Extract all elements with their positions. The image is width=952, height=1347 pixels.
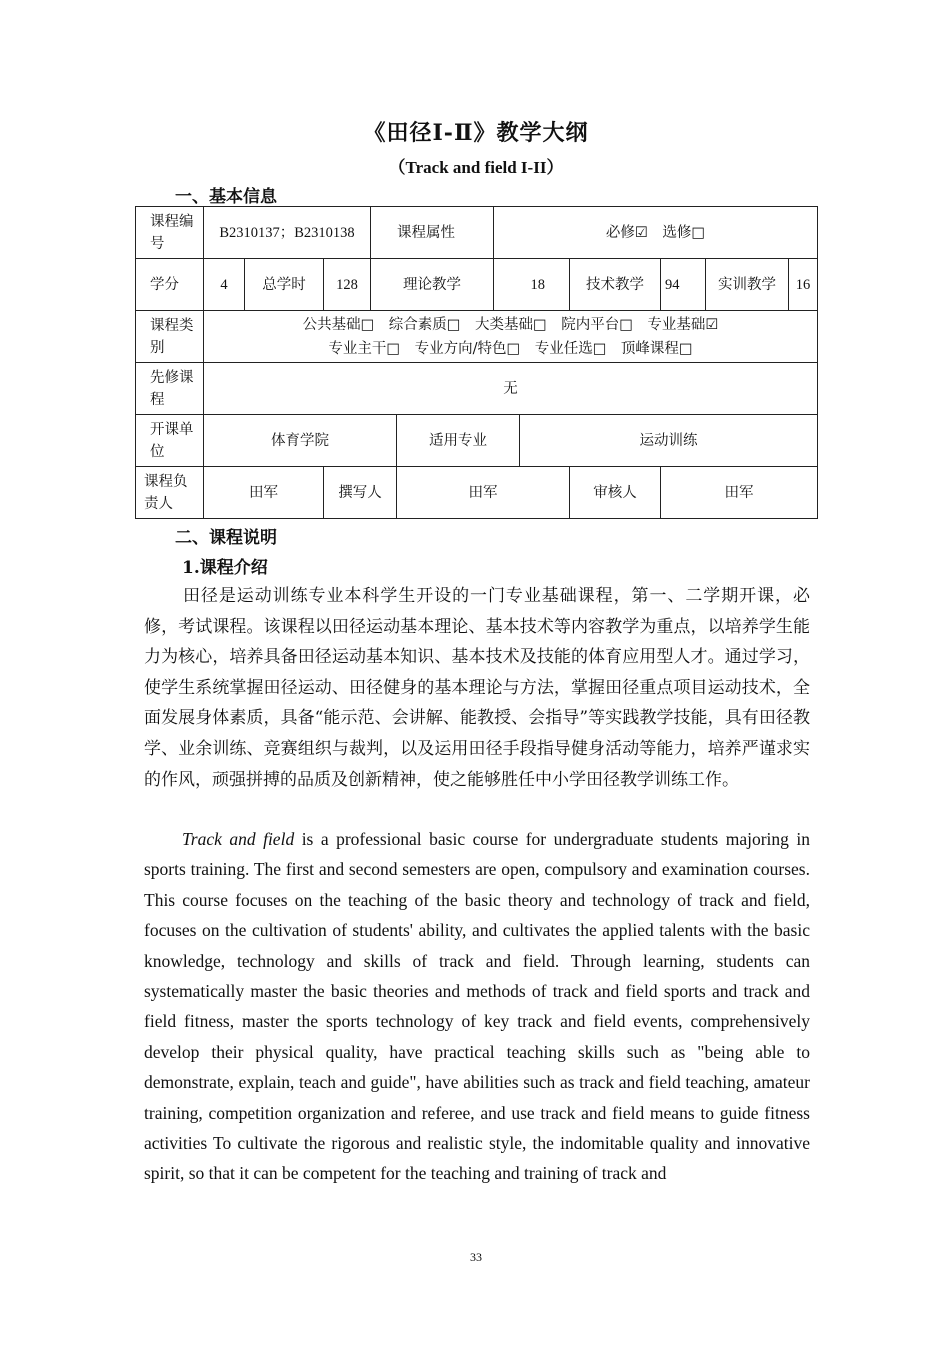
reviewer-label: 审核人 (570, 467, 661, 519)
table-row (136, 415, 818, 467)
prereq-value: 无 (204, 363, 818, 415)
major-label: 适用专业 (397, 415, 520, 467)
course-code-label: 课程编号 (136, 207, 204, 259)
category-options (204, 311, 818, 363)
intro-paragraph-zh (144, 581, 810, 795)
writer-value: 田军 (397, 467, 570, 519)
total-hours-value: 128 (324, 259, 371, 311)
course-code-value: B2310137；B2310138 (204, 207, 371, 259)
table-row (136, 311, 818, 363)
writer-label: 撰写人 (324, 467, 397, 519)
category-label: 课程类别 (136, 311, 204, 363)
prereq-label: 先修课程 (136, 363, 204, 415)
intro-en-italic: Track and field (182, 829, 295, 849)
credit-value: 4 (204, 259, 245, 311)
owner-value: 田军 (204, 467, 324, 519)
practice-label: 实训教学 (706, 259, 789, 311)
document-title: 《田径Ⅰ-Ⅱ》教学大纲 (363, 120, 589, 146)
document-subtitle: （Track and field I-II） (388, 158, 564, 177)
unit-value: 体育学院 (204, 415, 397, 467)
subsection-heading-intro: 1.课程介绍 (182, 558, 268, 578)
section-heading-course-desc: 二、课程说明 (175, 528, 277, 548)
page-number: 33 (470, 1250, 482, 1264)
intro-text-en: is a professional basic course for undergraduate students majoring in sports training. The first and second semesters are open, compulsory and examination courses. This course focuses on the teaching of the basic theory and technology of track and field, focuses on the cultivation of students' ability, and cultivates the applied talents with the basic knowledge, technology and skills of track and field. Through learning, students can systematically master the basic theories and methods of track and field sports and track and field fitness, master the sports technology of key track and field events, comprehensively develop their physical quality, have practical teaching skills such as "being able to demonstrate, explain, teach and guide", have abilities such as track and field teaching, amateur training, competition organization and referee, and use track and field means to guide fitness activities To cultivate the rigorous and realistic style, the indomitable quality and innovative spirit, so that it can be competent for the teaching and training of track and (144, 829, 811, 1184)
theory-value: 18 (494, 259, 570, 311)
major-value: 运动训练 (520, 415, 818, 467)
reviewer-value: 田军 (661, 467, 818, 519)
intro-paragraph-en (144, 824, 810, 1189)
theory-label: 理论教学 (371, 259, 494, 311)
table-row (136, 363, 818, 415)
intro-text-zh: 田径是运动训练专业本科学生开设的一门专业基础课程，第一、二学期开课，必修，考试课程。该课程以田径运动基本理论、基本技术等内容教学为重点，以培养学生能力为核心，培养具备田径运动基本知识、基本技术及技能的体育应用型人才。通过学习，使学生系统掌握田径运动、田径健身的基本理论与方法，掌握田径重点项目运动技术，全面发展身体素质，具备“能示范、会讲解、能教授、会指导”等实践教学技能，具有田径教学、业余训练、竞赛组织与裁判，以及运用田径手段指导健身活动等能力，培养严谨求实的作风，顽强拼搏的品质及创新精神，使之能够胜任中小学田径教学训练工作。 (144, 586, 810, 790)
table-row (136, 467, 818, 519)
course-attr-label: 课程属性 (371, 207, 494, 259)
category-line-1: 公共基础□ 综合素质□ 大类基础□ 院内平台□ 专业基础☑ (302, 316, 719, 333)
practice-value: 16 (789, 259, 818, 311)
basic-info-table (135, 206, 818, 519)
total-hours-label: 总学时 (245, 259, 324, 311)
table-row (136, 259, 818, 311)
category-line-2: 专业主干□ 专业方向/特色□ 专业任选□ 顶峰课程□ (328, 340, 693, 357)
table-row (136, 207, 818, 259)
owner-label: 课程负责人 (136, 467, 204, 519)
course-attr-value: 必修☑ 选修□ (494, 207, 818, 259)
tech-value: 94 (661, 259, 706, 311)
unit-label: 开课单位 (136, 415, 204, 467)
section-heading-basic-info: 一、基本信息 (175, 187, 277, 207)
tech-label: 技术教学 (570, 259, 661, 311)
credit-label: 学分 (136, 259, 204, 311)
